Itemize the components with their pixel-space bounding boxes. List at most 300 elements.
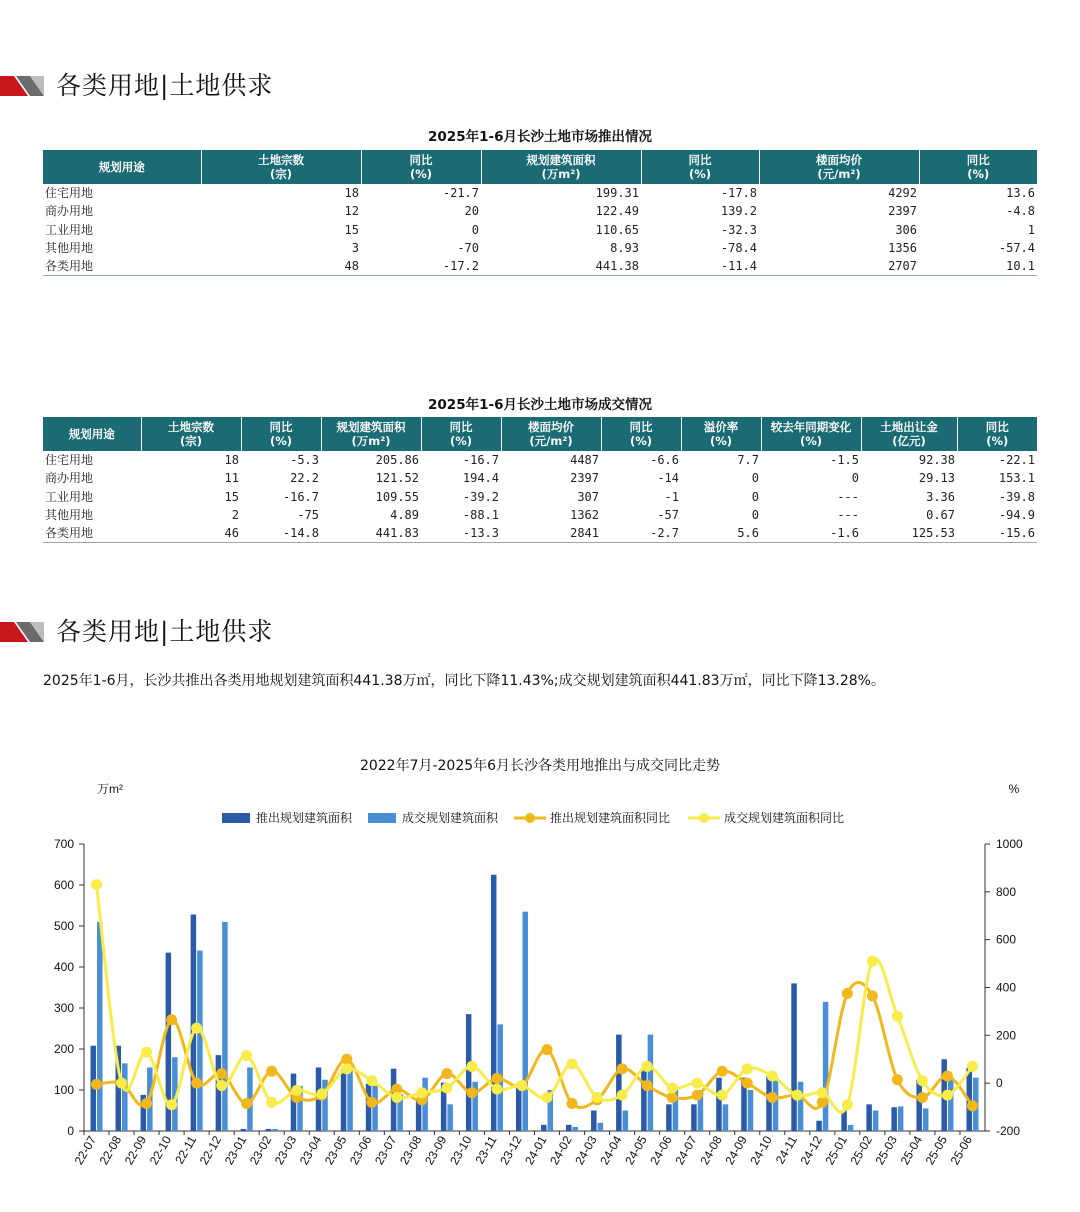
- table-cell: 12: [344, 204, 359, 219]
- line-point: [767, 1092, 778, 1103]
- bar: [122, 1063, 128, 1131]
- bar: [591, 1111, 597, 1132]
- column-header-unit: (宗): [179, 434, 202, 448]
- table-cell: 48: [201, 257, 361, 276]
- left-tick-label: 500: [53, 919, 74, 933]
- table-cell: 其他用地: [45, 508, 94, 523]
- bar: [916, 1080, 922, 1131]
- x-tick-label: 24-11: [772, 1133, 800, 1167]
- x-tick-label: 23-10: [447, 1133, 475, 1168]
- table-header-row: [43, 417, 1037, 451]
- table-cell: 122.49: [595, 204, 639, 219]
- column-header-label: 同比: [449, 420, 473, 434]
- line-point: [466, 1061, 477, 1072]
- column-header: [321, 417, 421, 451]
- bar: [516, 1084, 522, 1131]
- table-cell: 4.89: [390, 508, 419, 523]
- bar: [573, 1127, 579, 1131]
- column-header: [421, 417, 501, 451]
- line-point: [116, 1078, 127, 1089]
- table-cell: 5.6: [681, 524, 761, 543]
- column-header-label: 楼面均价: [528, 420, 574, 434]
- column-header-unit: (元/m²): [817, 167, 861, 181]
- bar: [272, 1129, 278, 1131]
- chart-title: 2022年7月-2025年6月长沙各类用地推出与成交同比走势: [359, 758, 721, 774]
- column-header: [957, 417, 1037, 451]
- column-header-unit: (宗): [269, 167, 292, 181]
- table-cell: -57: [657, 508, 679, 523]
- line-point: [491, 1084, 502, 1095]
- bar: [873, 1111, 879, 1132]
- supply-table: [43, 150, 1037, 276]
- line-point: [667, 1082, 678, 1093]
- bar: [823, 1002, 829, 1131]
- table-cell: 1362: [570, 508, 599, 523]
- legend-swatch: [222, 813, 250, 823]
- legend-label: 成交规划建筑面积: [402, 811, 499, 825]
- legend-label: 成交规划建筑面积同比: [724, 811, 845, 825]
- line-point: [516, 1080, 527, 1091]
- x-tick-label: 22-12: [196, 1133, 225, 1168]
- bar: [798, 1082, 804, 1131]
- table-cell: 2707: [759, 257, 919, 276]
- table-cell: -4.8: [1006, 204, 1035, 219]
- bar: [466, 1014, 472, 1131]
- line-point: [316, 1088, 327, 1099]
- column-header: [201, 150, 361, 184]
- table-cell: 307: [577, 489, 599, 504]
- line-point: [917, 1092, 928, 1103]
- bar: [191, 915, 197, 1131]
- section-header: [0, 614, 1080, 650]
- x-tick-label: 23-02: [246, 1133, 275, 1168]
- bar: [641, 1070, 647, 1132]
- table-cell: -2.7: [601, 524, 681, 543]
- line-point: [842, 1099, 853, 1110]
- line-point: [967, 1061, 978, 1072]
- line-point: [466, 1087, 477, 1098]
- column-header-unit: (%): [449, 434, 473, 448]
- table-cell: 20: [464, 204, 479, 219]
- table-cell: 10.1: [919, 257, 1037, 276]
- summary-text: 2025年1-6月，长沙共推出各类用地规划建筑面积441.38万㎡，同比下降11.43%;成交规划建筑面积441.83万㎡，同比下降13.28%。: [43, 673, 885, 689]
- table-cell: -14: [657, 471, 679, 486]
- brand-logo-icon: [0, 614, 46, 650]
- line-point: [792, 1090, 803, 1101]
- line-point: [667, 1092, 678, 1103]
- line-point: [291, 1085, 302, 1096]
- line-point: [642, 1061, 653, 1072]
- table-cell: 0: [751, 508, 759, 523]
- table-cell: 4487: [570, 453, 599, 468]
- bar: [891, 1107, 897, 1131]
- column-header-unit: (%): [986, 434, 1009, 448]
- bar: [347, 1065, 353, 1131]
- deal-table: [43, 417, 1037, 543]
- section-title: 各类用地|土地供求: [56, 71, 274, 100]
- bar: [666, 1104, 672, 1131]
- bar: [923, 1108, 929, 1131]
- column-header-unit: (亿元): [892, 434, 926, 448]
- table-cell: 8.93: [610, 241, 639, 256]
- line-point: [542, 1044, 553, 1055]
- table-row: [43, 524, 1037, 543]
- right-axis-unit: %: [1008, 782, 1020, 796]
- table-row: [43, 469, 1037, 487]
- table-cell: -39.2: [462, 489, 499, 504]
- column-header: [861, 417, 957, 451]
- line-point: [942, 1090, 953, 1101]
- bar: [541, 1125, 547, 1131]
- x-tick-label: 23-09: [422, 1133, 450, 1168]
- bar: [216, 1055, 222, 1131]
- table-cell: -94.9: [998, 508, 1035, 523]
- bar: [691, 1104, 697, 1131]
- left-tick-label: 400: [53, 960, 74, 974]
- line-point: [717, 1066, 728, 1077]
- line-point: [241, 1098, 252, 1109]
- x-tick-label: 24-07: [672, 1133, 700, 1168]
- line-point: [592, 1092, 603, 1103]
- bar: [773, 1078, 779, 1131]
- bar: [266, 1129, 272, 1131]
- column-header-unit: (%): [269, 434, 293, 448]
- x-tick-label: 25-01: [822, 1133, 850, 1168]
- table-cell: 其他用地: [45, 241, 94, 256]
- x-tick-label: 25-03: [872, 1133, 901, 1168]
- column-header: [759, 150, 919, 184]
- table-cell: 125.53: [861, 524, 957, 543]
- table-row: [43, 506, 1037, 524]
- line-point: [742, 1078, 753, 1089]
- legend-swatch: [368, 813, 396, 823]
- line-point: [191, 1078, 202, 1089]
- table-cell: -14.8: [241, 524, 321, 543]
- table-cell: -21.7: [442, 186, 479, 201]
- table-cell: -16.7: [462, 453, 499, 468]
- table-cell: -39.8: [998, 489, 1035, 504]
- left-tick-label: 300: [53, 1001, 74, 1015]
- table-cell: 4292: [888, 186, 917, 201]
- line-point: [867, 956, 878, 967]
- table-cell: 工业用地: [45, 489, 94, 504]
- line-point: [216, 1080, 227, 1091]
- line-point: [892, 1011, 903, 1022]
- bar: [748, 1090, 754, 1131]
- series-line: [97, 982, 973, 1108]
- right-tick-label: 800: [996, 884, 1017, 899]
- x-tick-label: 24-05: [622, 1133, 650, 1168]
- table-header-row: [43, 150, 1037, 184]
- column-header-unit: (%): [709, 434, 733, 448]
- table-cell: 0: [751, 489, 759, 504]
- line-point: [617, 1090, 628, 1101]
- column-header-label: 同比: [269, 420, 293, 434]
- line-point: [416, 1087, 427, 1098]
- x-tick-label: 22-07: [71, 1133, 100, 1168]
- bar: [723, 1104, 729, 1131]
- x-tick-label: 24-08: [697, 1133, 725, 1168]
- column-header: [919, 150, 1037, 184]
- x-tick-label: 23-12: [497, 1133, 525, 1168]
- table-cell: -88.1: [462, 508, 499, 523]
- bar: [447, 1104, 453, 1131]
- column-header: [761, 417, 861, 451]
- table-cell: 29.13: [918, 471, 955, 486]
- line-point: [441, 1082, 452, 1093]
- bar: [372, 1086, 378, 1131]
- column-header-unit: (元/m²): [529, 434, 573, 448]
- right-tick-label: 600: [996, 932, 1017, 947]
- table-cell: 121.52: [375, 471, 419, 486]
- table-cell: 199.31: [595, 186, 639, 201]
- table-cell: 住宅用地: [45, 453, 94, 468]
- table-row: [43, 488, 1037, 506]
- table-cell: 2841: [501, 524, 601, 543]
- right-tick-label: -200: [996, 1124, 1021, 1138]
- table-cell: 2: [231, 508, 239, 523]
- table-cell: 3.36: [926, 489, 955, 504]
- table-cell: 各类用地: [43, 524, 141, 543]
- line-point: [642, 1080, 653, 1091]
- line-point: [341, 1054, 352, 1065]
- line-point: [542, 1092, 553, 1103]
- table-cell: 商办用地: [45, 204, 94, 219]
- section-title: 各类用地|土地供求: [56, 617, 274, 646]
- bar: [766, 1076, 772, 1131]
- line-point: [817, 1087, 828, 1098]
- line-point: [366, 1075, 377, 1086]
- line-point: [567, 1098, 578, 1109]
- bar: [522, 912, 528, 1131]
- column-header-unit: (%): [409, 167, 433, 181]
- bar: [222, 922, 228, 1131]
- column-header-unit: (%): [688, 167, 712, 181]
- table-cell: 11: [224, 471, 239, 486]
- x-tick-label: 25-04: [897, 1133, 926, 1168]
- table-cell: 1356: [888, 241, 917, 256]
- table-cell: -11.4: [641, 257, 759, 276]
- bar: [197, 951, 203, 1131]
- x-tick-label: 23-03: [271, 1133, 300, 1168]
- x-tick-label: 24-10: [747, 1133, 775, 1168]
- line-point: [166, 1014, 177, 1025]
- table-cell: 18: [224, 453, 239, 468]
- x-tick-label: 23-05: [321, 1133, 350, 1168]
- table-cell: 139.2: [720, 204, 757, 219]
- line-point: [742, 1063, 753, 1074]
- column-header-unit: (%): [629, 434, 653, 448]
- table-cell: 306: [895, 222, 917, 237]
- x-tick-label: 23-07: [371, 1133, 400, 1168]
- line-point: [141, 1098, 152, 1109]
- table-cell: ---: [837, 508, 859, 523]
- table-cell: -1.6: [761, 524, 861, 543]
- trend-chart: [0, 770, 1080, 1212]
- table-row: [43, 451, 1037, 469]
- x-tick-label: 24-09: [722, 1133, 750, 1168]
- deal-table-title: 2025年1-6月长沙土地市场成交情况: [428, 397, 652, 413]
- table-row: [43, 202, 1037, 220]
- table-cell: 7.7: [737, 453, 759, 468]
- column-header-label: 土地出让金: [880, 420, 938, 434]
- right-tick-label: 400: [996, 980, 1017, 995]
- line-point: [942, 1070, 953, 1081]
- bar: [241, 1129, 247, 1131]
- line-point: [767, 1070, 778, 1081]
- line-point: [917, 1075, 928, 1086]
- bar: [791, 983, 797, 1131]
- line-point: [341, 1063, 352, 1074]
- table-cell: -57.4: [998, 241, 1035, 256]
- table-cell: 46: [141, 524, 241, 543]
- column-header: [361, 150, 481, 184]
- bar: [716, 1078, 722, 1131]
- line-point: [617, 1063, 628, 1074]
- right-tick-label: 200: [996, 1028, 1017, 1043]
- column-header-label: 规划用途: [98, 160, 145, 174]
- supply-table-title: 2025年1-6月长沙土地市场推出情况: [428, 129, 652, 145]
- left-axis-unit: 万m²: [97, 782, 123, 796]
- bar: [97, 922, 103, 1131]
- column-header-label: 土地宗数: [168, 420, 214, 434]
- table-row: [43, 257, 1037, 276]
- table-cell: 153.1: [998, 471, 1035, 486]
- line-point: [967, 1100, 978, 1111]
- table-row: [43, 184, 1037, 202]
- table-cell: 13.6: [1006, 186, 1035, 201]
- legend-label: 推出规划建筑面积同比: [550, 811, 671, 825]
- column-header-label: 较去年同期变化: [770, 420, 852, 434]
- column-header-label: 溢价率: [703, 420, 739, 434]
- right-tick-label: 0: [996, 1076, 1003, 1091]
- column-header: [141, 417, 241, 451]
- column-header-label: 同比: [966, 153, 990, 167]
- line-point: [892, 1074, 903, 1085]
- line-point: [817, 1097, 828, 1108]
- x-tick-label: 23-11: [472, 1133, 500, 1167]
- line-point: [391, 1092, 402, 1103]
- table-cell: -17.2: [361, 257, 481, 276]
- table-cell: 工业用地: [45, 222, 94, 237]
- x-tick-label: 25-02: [847, 1133, 875, 1168]
- column-header: [601, 417, 681, 451]
- table-cell: 商办用地: [45, 471, 94, 486]
- table-cell: -6.6: [650, 453, 679, 468]
- column-header-label: 规划建筑面积: [526, 153, 596, 167]
- table-cell: -75: [297, 508, 319, 523]
- left-tick-label: 0: [67, 1124, 74, 1138]
- table-cell: 441.38: [481, 257, 641, 276]
- column-header: [481, 150, 641, 184]
- bar: [616, 1035, 622, 1131]
- table-cell: -13.3: [421, 524, 501, 543]
- column-header-unit: (万m²): [351, 434, 391, 448]
- column-header: [241, 417, 321, 451]
- line-point: [441, 1068, 452, 1079]
- x-tick-label: 24-04: [597, 1133, 625, 1168]
- table-cell: -70: [457, 241, 479, 256]
- table-cell: 109.55: [375, 489, 419, 504]
- table-cell: 205.86: [375, 453, 419, 468]
- column-header-label: 规划建筑面积: [336, 420, 406, 434]
- x-tick-label: 23-08: [396, 1133, 425, 1168]
- x-tick-label: 22-11: [172, 1133, 200, 1167]
- left-tick-label: 200: [53, 1042, 74, 1056]
- table-cell: -78.4: [720, 241, 757, 256]
- bar: [898, 1106, 904, 1131]
- table-cell: -22.1: [998, 453, 1035, 468]
- line-point: [266, 1097, 277, 1108]
- column-header-unit: (%): [799, 434, 823, 448]
- table-cell: 110.65: [595, 222, 639, 237]
- column-header-label: 同比: [629, 420, 653, 434]
- line-point: [266, 1066, 277, 1077]
- bar: [598, 1123, 604, 1131]
- left-tick-label: 100: [53, 1083, 74, 1097]
- table-cell: 441.83: [321, 524, 421, 543]
- column-header-label: 同比: [688, 153, 712, 167]
- left-tick-label: 600: [53, 878, 74, 892]
- table-cell: -5.3: [290, 453, 319, 468]
- column-header-unit: (万m²): [541, 167, 581, 181]
- column-header-unit: (%): [967, 167, 990, 181]
- brand-logo-icon: [0, 68, 46, 104]
- column-header-label: 楼面均价: [816, 153, 862, 167]
- legend-label: 推出规划建筑面积: [256, 811, 353, 825]
- right-tick-label: 1000: [996, 837, 1023, 851]
- line-point: [567, 1059, 578, 1070]
- table-cell: -17.8: [720, 186, 757, 201]
- table-cell: -1: [664, 489, 679, 504]
- line-point: [717, 1090, 728, 1101]
- column-header: [641, 150, 759, 184]
- table-cell: 2397: [570, 471, 599, 486]
- table-row: [43, 239, 1037, 257]
- table-cell: 0: [751, 471, 759, 486]
- line-point: [91, 1079, 102, 1090]
- left-tick-label: 700: [53, 837, 74, 851]
- column-header: [43, 417, 141, 451]
- legend-marker: [699, 813, 709, 823]
- line-point: [867, 990, 878, 1001]
- table-cell: ---: [837, 489, 859, 504]
- table-cell: 92.38: [918, 453, 955, 468]
- line-point: [491, 1073, 502, 1084]
- table-cell: 22.2: [290, 471, 319, 486]
- table-cell: 0: [471, 222, 479, 237]
- line-point: [166, 1099, 177, 1110]
- table-cell: 1: [1027, 222, 1035, 237]
- x-tick-label: 24-06: [647, 1133, 675, 1168]
- x-tick-label: 23-06: [346, 1133, 375, 1168]
- table-cell: 15: [224, 489, 239, 504]
- bar: [341, 1070, 347, 1132]
- bar: [566, 1125, 572, 1131]
- x-tick-label: 24-03: [572, 1133, 600, 1168]
- table-cell: -16.7: [282, 489, 319, 504]
- table-row: [43, 221, 1037, 239]
- table-cell: 0.67: [926, 508, 955, 523]
- column-header: [43, 150, 201, 184]
- line-point: [241, 1050, 252, 1061]
- column-header: [681, 417, 761, 451]
- line-point: [191, 1023, 202, 1034]
- x-tick-label: 23-01: [221, 1133, 250, 1168]
- table-cell: 15: [344, 222, 359, 237]
- x-tick-label: 24-12: [797, 1133, 825, 1168]
- x-tick-label: 24-02: [547, 1133, 575, 1168]
